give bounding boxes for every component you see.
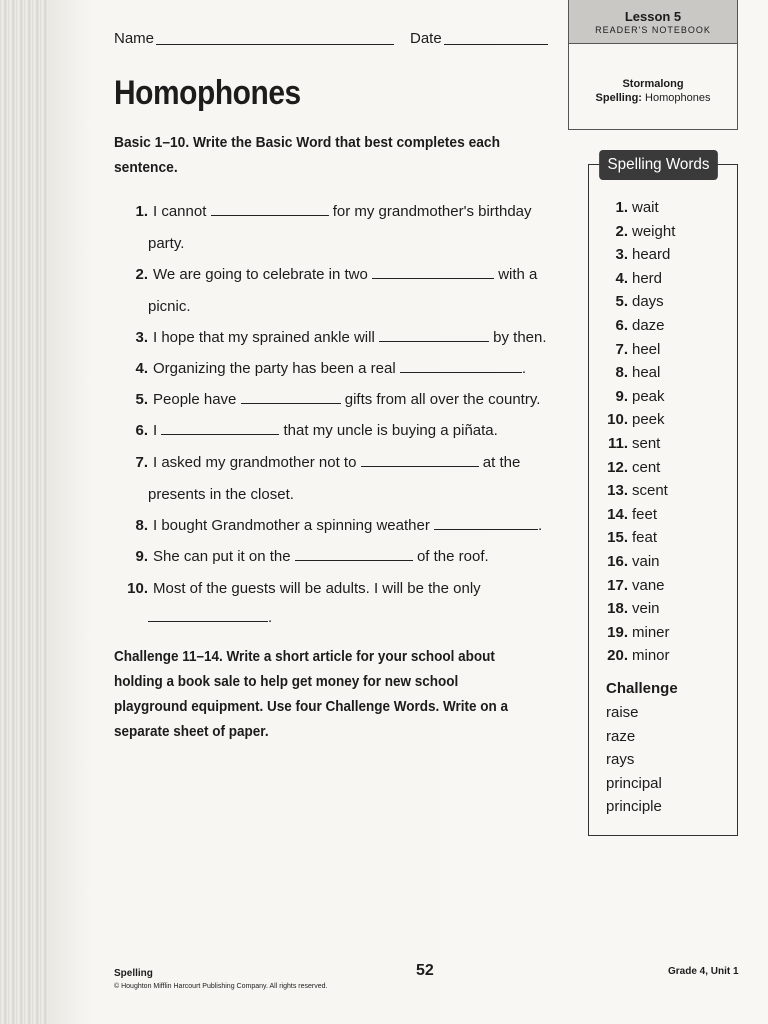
sentence-2-cont: picnic. <box>148 298 191 315</box>
answer-blank[interactable] <box>241 403 341 404</box>
sentence-number: 8. <box>135 517 148 534</box>
spelling-word <box>604 435 660 452</box>
spelling-word-number: 6. <box>615 317 628 334</box>
sentence-number: 5. <box>135 391 148 408</box>
challenge-word: raise <box>606 704 639 721</box>
sentence-text: at the <box>482 454 521 471</box>
spelling-word <box>604 577 665 594</box>
spelling-word-number: 16. <box>607 553 628 570</box>
spelling-word-number: 13. <box>607 482 628 500</box>
spelling-word <box>604 411 665 428</box>
spelling-word-text: feet <box>632 505 658 523</box>
sentence-text: gifts from all over the country. <box>344 391 541 408</box>
spelling-word-number: 19. <box>607 623 628 641</box>
sentence-text: I asked my grandmother not to <box>153 454 357 471</box>
spelling-word-text: heel <box>632 340 661 358</box>
name-line <box>156 44 394 45</box>
story-title: Stormalong <box>622 78 684 90</box>
spelling-word <box>604 341 660 358</box>
spelling-word-text: vane <box>632 576 665 594</box>
spelling-word-number: 18. <box>607 600 628 618</box>
spelling-word-text: miner <box>632 623 670 641</box>
challenge-word: rays <box>606 751 635 769</box>
sentence-4 <box>114 360 584 377</box>
page-stack-edge <box>0 0 48 1024</box>
sentence-text: Organizing the party has been a real <box>153 360 396 377</box>
spelling-word-number: 20. <box>607 647 628 665</box>
answer-blank[interactable] <box>148 621 268 622</box>
sentence-number: 7. <box>135 454 148 471</box>
spelling-word-text: feat <box>632 529 658 547</box>
sentence-text: We are going to celebrate in two <box>153 266 368 283</box>
spelling-word <box>604 246 670 263</box>
spelling-word-text: minor <box>632 647 670 665</box>
spelling-word-text: cent <box>632 458 661 476</box>
sentence-text: . <box>538 517 543 534</box>
spelling-topic: Homophones <box>645 92 711 104</box>
spelling-word <box>604 600 660 617</box>
sentence-10-cont <box>148 609 272 626</box>
spelling-words-header: Spelling Words <box>599 150 718 180</box>
sentence-text: . <box>521 360 526 377</box>
sentence-text: People have <box>153 391 237 408</box>
spelling-word-number: 3. <box>615 246 628 264</box>
spelling-word-number: 5. <box>615 293 628 311</box>
spelling-word-number: 11. <box>607 435 628 452</box>
spelling-word <box>604 199 659 216</box>
spelling-word-number: 12. <box>607 458 628 476</box>
spelling-word-number: 4. <box>615 269 628 287</box>
spelling-topic-line <box>569 92 737 104</box>
spelling-word-number: 1. <box>615 199 628 216</box>
spelling-word <box>604 529 657 546</box>
spelling-word <box>604 482 668 499</box>
spelling-word-number: 2. <box>615 222 628 240</box>
challenge-word: principle <box>606 798 662 816</box>
answer-blank[interactable] <box>361 466 479 467</box>
challenge-word: raze <box>606 727 636 745</box>
spelling-word <box>604 506 657 523</box>
sentence-text: with a <box>498 266 538 283</box>
sentence-number: 9. <box>135 548 148 565</box>
spelling-word <box>604 624 670 641</box>
sentence-text: by then. <box>493 329 547 346</box>
spelling-word <box>604 270 662 287</box>
sentence-8 <box>114 517 584 534</box>
footer-copyright: © Houghton Mifflin Harcourt Publishing Company. All rights reserved. <box>114 983 328 990</box>
spelling-word-number: 14. <box>607 505 628 523</box>
spelling-word-text: days <box>632 293 664 311</box>
sentence-text: I hope that my sprained ankle will <box>153 329 375 346</box>
spelling-word-text: weight <box>632 222 676 240</box>
spelling-word-number: 7. <box>615 340 628 358</box>
sentence-7 <box>114 454 584 471</box>
answer-blank[interactable] <box>211 215 329 216</box>
spelling-label: Spelling: <box>595 92 642 104</box>
footer-grade-unit: Grade 4, Unit 1 <box>668 966 739 977</box>
answer-blank[interactable] <box>434 529 538 530</box>
sentence-2 <box>114 266 584 283</box>
spelling-word-text: wait <box>632 199 659 216</box>
sentence-number: 10. <box>127 580 148 597</box>
sentence-number: 1. <box>135 203 148 220</box>
spelling-word <box>604 317 665 334</box>
page-number: 52 <box>416 962 434 979</box>
name-label: Name <box>114 30 155 47</box>
sentence-text: . <box>268 609 273 626</box>
spelling-word-number: 17. <box>607 576 628 594</box>
basic-instructions: Basic 1–10. Write the Basic Word that best completes each sentence. <box>114 134 501 176</box>
spelling-word <box>604 223 675 240</box>
spelling-word-text: herd <box>632 269 663 287</box>
sentence-text: of the roof. <box>416 548 489 565</box>
sentence-number: 6. <box>135 422 148 439</box>
spelling-word <box>604 293 664 310</box>
sentence-number: 3. <box>135 329 148 346</box>
spelling-word-text: vain <box>632 553 660 570</box>
spelling-word-number: 15. <box>607 529 628 547</box>
challenge-instructions: Challenge 11–14. Write a short article for your school about holding a book sale to help get money for new school playground equipment. Use four Challenge Words. Write on a separate sheet of paper. <box>114 648 509 740</box>
footer-subject: Spelling <box>114 968 153 979</box>
answer-blank[interactable] <box>295 560 413 561</box>
spelling-word-number: 9. <box>615 387 628 405</box>
spelling-word-text: peek <box>632 411 665 429</box>
spelling-word <box>604 388 665 405</box>
sentence-5 <box>114 391 584 408</box>
spelling-word-text: scent <box>632 482 668 500</box>
spelling-word-text: peak <box>632 387 665 405</box>
lesson-title: Lesson 5 <box>624 9 682 24</box>
answer-blank[interactable] <box>161 434 279 435</box>
sentence-text: I <box>153 422 158 439</box>
sentence-text: She can put it on the <box>153 548 291 565</box>
spelling-word-number: 10. <box>607 411 628 429</box>
spelling-word-text: sent <box>632 435 661 452</box>
challenge-words-label: Challenge <box>606 680 678 697</box>
sentence-text: Most of the guests will be adults. I will be the only <box>153 580 481 597</box>
lesson-box <box>568 0 738 44</box>
sentence-6 <box>114 422 584 439</box>
spelling-word <box>604 553 660 570</box>
sentence-9 <box>114 548 584 565</box>
spelling-word <box>604 459 660 476</box>
story-box <box>568 44 738 130</box>
answer-blank[interactable] <box>379 341 489 342</box>
sentence-text: that my uncle is buying a piñata. <box>283 422 498 439</box>
notebook-label: READER'S NOTEBOOK <box>595 25 711 35</box>
sentence-1-cont: party. <box>148 235 185 252</box>
sentence-10 <box>114 580 584 597</box>
spelling-word-text: daze <box>632 317 665 334</box>
sentence-3 <box>114 329 584 346</box>
answer-blank[interactable] <box>372 278 494 279</box>
spelling-word-text: vein <box>632 600 660 618</box>
spelling-word <box>604 647 670 664</box>
page-title: Homophones <box>114 74 301 112</box>
sentence-1 <box>114 203 584 220</box>
answer-blank[interactable] <box>400 372 522 373</box>
spelling-word-number: 8. <box>615 364 628 382</box>
sentence-7-cont: presents in the closet. <box>148 486 294 503</box>
spelling-word-text: heal <box>632 364 661 382</box>
spelling-word-text: heard <box>632 246 671 264</box>
date-label: Date <box>410 30 442 47</box>
date-line <box>444 44 548 45</box>
sentence-number: 4. <box>135 360 148 377</box>
challenge-word: principal <box>606 774 662 792</box>
sentence-text: I cannot <box>153 203 207 220</box>
sentence-text: for my grandmother's birthday <box>332 203 532 220</box>
sentence-text: I bought Grandmother a spinning weather <box>153 517 430 534</box>
spelling-word <box>604 364 660 381</box>
sentence-number: 2. <box>135 266 148 283</box>
